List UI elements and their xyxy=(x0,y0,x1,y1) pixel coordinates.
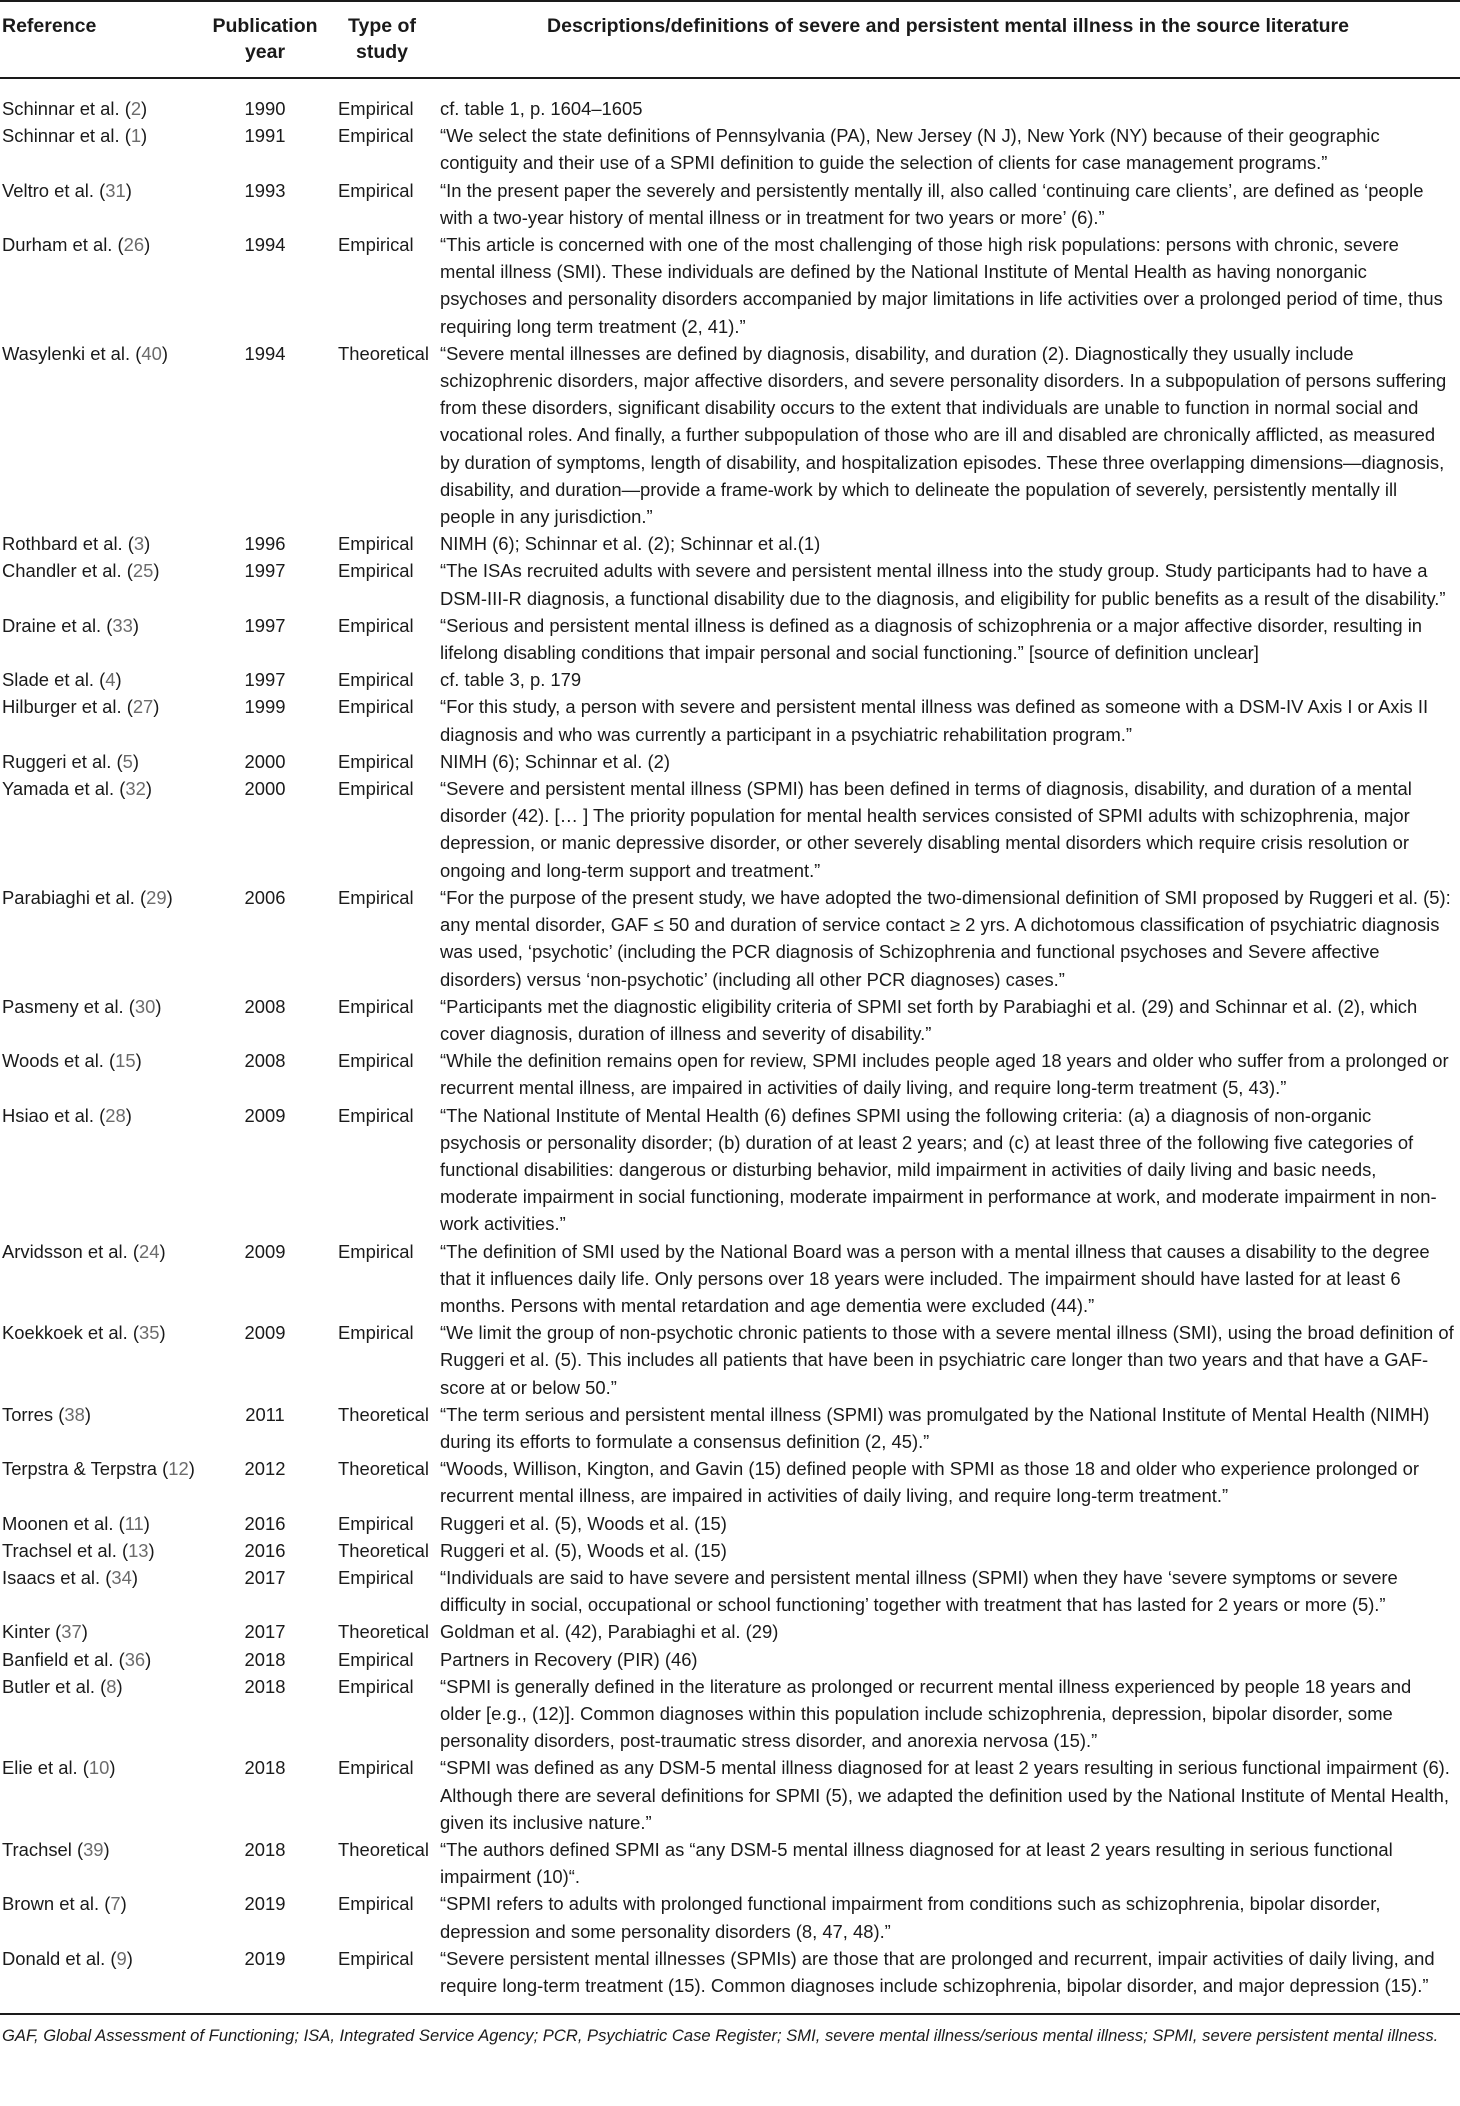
table-row xyxy=(0,1890,1460,1944)
reference-author: Moonen et al. xyxy=(2,1512,114,1534)
cell-description: “In the present paper the severely and persistently mentally ill, also called ‘continuing care clients’, are defined as ‘people with a two-year history of mental illness or in treatment for two years or more’ (6).” xyxy=(440,179,1424,228)
cell-type: Empirical xyxy=(338,778,414,800)
cell-year: 1999 xyxy=(244,696,286,718)
cell-type: Empirical xyxy=(338,1050,414,1072)
cell-description: NIMH (6); Schinnar et al. (2); Schinnar et al.(1) xyxy=(440,533,821,555)
table-row xyxy=(0,1537,1460,1564)
cell-reference: Ruggeri et al. (5) xyxy=(2,750,139,772)
footnote-row xyxy=(0,2014,1460,2049)
cell-type: Empirical xyxy=(338,1893,414,1915)
cell-year: 2019 xyxy=(244,1947,286,1969)
reference-citation: 8 xyxy=(106,1675,117,1697)
reference-citation: 10 xyxy=(88,1757,110,1779)
reference-citation: 4 xyxy=(105,669,116,691)
cell-type: Empirical xyxy=(338,1757,414,1779)
cell-year: 2000 xyxy=(244,778,286,800)
reference-citation: 9 xyxy=(116,1947,127,1969)
cell-type: Empirical xyxy=(338,669,414,691)
reference-author: Schinnar et al. xyxy=(2,125,120,147)
cell-description: “The definition of SMI used by the National Board was a person with a mental illness that causes a disability to the degree that it influences daily life. Only persons over 18 years were included. The impairment should have lasted for at least 6 months. Persons with mental retardation and age dementia were excluded (44).” xyxy=(440,1240,1430,1316)
table-row xyxy=(0,557,1460,611)
cell-type: Theoretical xyxy=(338,1621,429,1643)
cell-year: 2016 xyxy=(244,1539,286,1561)
table-row xyxy=(0,1401,1460,1455)
table-row xyxy=(0,122,1460,176)
cell-year: 1994 xyxy=(244,234,286,256)
table-footer xyxy=(0,2014,1460,2049)
cell-description: “SPMI is generally defined in the literature as prolonged or recurrent mental illness experienced by people 18 years and older [e.g., (12)]. Common diagnoses within this population include schizophrenia, depression, bipolar disorder, some personality disorders, post-traumatic stress disorder, and anorexia nervosa (15).” xyxy=(440,1675,1412,1752)
reference-citation: 36 xyxy=(124,1648,146,1670)
cell-description: “Woods, Willison, Kington, and Gavin (15) defined people with SPMI as those 18 and older who experience prolonged or recurrent mental illness, are impaired in activities of daily living, and require long-term treatment.” xyxy=(440,1458,1420,1507)
cell-type: Theoretical xyxy=(338,1403,429,1425)
table-row xyxy=(0,1754,1460,1836)
table-row xyxy=(0,1618,1460,1645)
cell-reference: Durham et al. (26) xyxy=(2,234,151,256)
cell-type: Empirical xyxy=(338,1322,414,1344)
cell-year: 1993 xyxy=(244,179,286,201)
cell-year: 1996 xyxy=(244,533,286,555)
cell-type: Empirical xyxy=(338,533,414,555)
table-row xyxy=(0,1564,1460,1618)
reference-citation: 38 xyxy=(64,1403,85,1425)
cell-reference: Draine et al. (33) xyxy=(2,614,139,636)
cell-type: Empirical xyxy=(338,1675,414,1697)
cell-year: 2012 xyxy=(244,1458,286,1480)
cell-type: Empirical xyxy=(338,995,414,1017)
reference-author: Elie et al. xyxy=(2,1757,78,1779)
cell-reference: Isaacs et al. (34) xyxy=(2,1566,138,1588)
cell-type: Empirical xyxy=(338,179,414,201)
cell-description: Goldman et al. (42), Parabiaghi et al. (29) xyxy=(440,1621,779,1643)
cell-reference: Torres (38) xyxy=(2,1403,91,1425)
cell-reference: Donald et al. (9) xyxy=(2,1947,133,1969)
cell-type: Empirical xyxy=(338,234,414,256)
reference-citation: 5 xyxy=(122,750,133,772)
reference-citation: 11 xyxy=(124,1512,144,1534)
cell-reference: Veltro et al. (31) xyxy=(2,179,132,201)
cell-description: “Serious and persistent mental illness is defined as a diagnosis of schizophrenia or a major affective disorder, resulting in lifelong disabling conditions that impair personal and social functioning.” [source of definition unclear] xyxy=(440,614,1423,664)
cell-year: 2008 xyxy=(244,995,286,1017)
cell-type: Theoretical xyxy=(338,1839,429,1860)
cell-year: 2019 xyxy=(244,1893,286,1915)
cell-year: 2011 xyxy=(245,1403,285,1425)
cell-description: “We select the state definitions of Pennsylvania (PA), New Jersey (N J), New York (NY) because of their geographic contiguity and their use of a SPMI definition to guide the selection of clients for case management programs.” xyxy=(440,125,1380,174)
table-row xyxy=(0,340,1460,530)
reference-author: Yamada et al. xyxy=(2,778,115,800)
reference-author: Brown et al. xyxy=(2,1893,100,1915)
reference-citation: 1 xyxy=(130,125,142,147)
cell-description: “We limit the group of non-psychotic chronic patients to those with a severe mental illness (SMI), using the broad definition of Ruggeri et al. (5). This includes all patients that have been in psychiatric care longer than two years and that have a GAF-score at or below 50.” xyxy=(440,1322,1454,1398)
reference-author: Arvidsson et al. xyxy=(2,1240,128,1262)
cell-reference: Schinnar et al. (1) xyxy=(2,125,148,147)
footnote: GAF, Global Assessment of Functioning; ISA, Integrated Service Agency; PCR, Psychiatric Case Register; SMI, severe mental illness/serious mental illness; SPMI, severe persistent mental illness. xyxy=(0,2014,1460,2049)
table-row xyxy=(0,1510,1460,1537)
cell-type: Empirical xyxy=(338,1648,414,1670)
table-row xyxy=(0,530,1460,557)
reference-citation: 33 xyxy=(112,614,133,636)
table-body xyxy=(0,78,1460,2014)
reference-citation: 30 xyxy=(134,995,156,1017)
cell-year: 2017 xyxy=(244,1566,286,1588)
cell-reference: Pasmeny et al. (30) xyxy=(2,995,162,1017)
reference-author: Trachsel et al. xyxy=(2,1539,117,1561)
reference-author: Torres xyxy=(2,1403,54,1425)
reference-citation: 34 xyxy=(111,1566,132,1588)
reference-author: Terpstra & Terpstra xyxy=(2,1458,158,1480)
reference-citation: 39 xyxy=(83,1839,104,1860)
reference-author: Isaacs et al. xyxy=(2,1566,101,1588)
cell-description: “This article is concerned with one of the most challenging of those high risk populations: persons with chronic, severe mental illness (SMI). These individuals are defined by the National Institute of Mental Health as having nonorganic psychoses and personality disorders accompanied by major limitations in life activities over a prolonged period of time, thus requiring long term treatment (2, 41).” xyxy=(440,234,1443,337)
header-description: Descriptions/definitions of severe and persistent mental illness in the source literature xyxy=(436,1,1460,78)
cell-type: Empirical xyxy=(338,1240,414,1262)
header-reference: Reference xyxy=(0,1,202,78)
table-row xyxy=(0,993,1460,1047)
cell-type: Empirical xyxy=(338,1512,414,1534)
table-row xyxy=(0,231,1460,340)
cell-reference: Brown et al. (7) xyxy=(2,1893,127,1915)
cell-description: “The term serious and persistent mental illness (SPMI) was promulgated by the National Institute of Mental Health (NIMH) during its efforts to formulate a consensus definition (2, 45).” xyxy=(440,1403,1430,1452)
cell-reference: Rothbard et al. (3) xyxy=(2,533,151,555)
cell-year: 1997 xyxy=(244,614,286,636)
reference-citation: 12 xyxy=(168,1458,189,1480)
cell-description: “Severe persistent mental illnesses (SPMIs) are those that are prolonged and recurrent, impair activities of daily living, and require long-term treatment (15). Common diagnoses include schizophrenia, bipolar disorder, and major depression (15).” xyxy=(440,1947,1435,1997)
header-year: Publication year xyxy=(202,1,328,78)
table-row xyxy=(0,1945,1460,2014)
reference-author: Pasmeny et al. xyxy=(2,995,124,1017)
cell-type: Empirical xyxy=(338,1104,414,1126)
cell-description: NIMH (6); Schinnar et al. (2) xyxy=(440,750,670,772)
cell-reference: Butler et al. (8) xyxy=(2,1675,123,1697)
cell-description: “SPMI was defined as any DSM-5 mental illness diagnosed for at least 2 years resulting in serious functional impairment (6). Although there are several definitions for SPMI (5), we adapted the definition used by the National Institute of Mental Health, given its inclusive nature.” xyxy=(440,1757,1450,1833)
reference-citation: 13 xyxy=(128,1539,149,1561)
cell-description: “SPMI refers to adults with prolonged functional impairment from conditions such as schizophrenia, bipolar disorder, depression and some personality disorders (8, 47, 48).” xyxy=(440,1893,1381,1942)
cell-reference: Koekkoek et al. (35) xyxy=(2,1322,166,1344)
table-row xyxy=(0,1673,1460,1755)
cell-description: “The authors defined SPMI as “any DSM-5 mental illness diagnosed for at least 2 years resulting in serious functional impairment (10)“. xyxy=(440,1839,1393,1888)
reference-citation: 7 xyxy=(110,1893,121,1915)
cell-year: 1990 xyxy=(244,98,286,119)
reference-citation: 37 xyxy=(61,1621,82,1643)
reference-author: Banfield et al. xyxy=(2,1648,114,1670)
header-row xyxy=(0,1,1460,78)
cell-year: 1997 xyxy=(244,669,286,691)
table-row xyxy=(0,612,1460,666)
reference-citation: 15 xyxy=(115,1050,136,1072)
reference-author: Parabiaghi et al. xyxy=(2,886,135,908)
cell-description: “Severe mental illnesses are defined by diagnosis, disability, and duration (2). Diagnostically they usually include schizophrenic disorders, major affective disorders, and severe personality disorders. In a subpopulation of persons suffering from these disorders, significant disability occurs to the extent that individuals are unable to function in normal social and vocational roles. And finally, a further subpopulation of those who are ill and disabled are chronically afflicted, as measured by duration of symptoms, length of disability, and hospitalization episodes. These three overlapping dimensions—diagnosis, disability, and duration—provide a frame-work by which to delineate the population of severely, persistently mentally ill people in any jurisdiction.” xyxy=(440,342,1447,528)
reference-citation: 40 xyxy=(141,342,162,364)
cell-reference: Terpstra & Terpstra (12) xyxy=(2,1458,195,1480)
cell-type: Theoretical xyxy=(338,1539,429,1561)
cell-description: Partners in Recovery (PIR) (46) xyxy=(440,1648,698,1670)
cell-year: 2008 xyxy=(244,1050,286,1072)
cell-description: “The ISAs recruited adults with severe and persistent mental illness into the study group. Study participants had to have a DSM-III-R diagnosis, a functional disability due to the diagnosis, and eligibility for public benefits as a result of the disability.” xyxy=(440,560,1446,609)
cell-description: “While the definition remains open for review, SPMI includes people aged 18 years and older who suffer from a prolonged or recurrent mental illness, are impaired in activities of daily living, and require long-term treatment (5, 43).” xyxy=(440,1050,1449,1099)
cell-description: Ruggeri et al. (5), Woods et al. (15) xyxy=(440,1512,727,1534)
table-row xyxy=(0,1238,1460,1320)
cell-year: 2018 xyxy=(244,1839,286,1860)
cell-type: Empirical xyxy=(338,614,414,636)
reference-author: Schinnar et al. xyxy=(2,98,120,119)
table-row xyxy=(0,177,1460,231)
cell-description: “For this study, a person with severe and persistent mental illness was defined as someone with a DSM-IV Axis I or Axis II diagnosis and who was currently a participant in a psychiatric rehabilitation program.” xyxy=(440,696,1429,745)
cell-type: Theoretical xyxy=(338,342,429,364)
cell-year: 2018 xyxy=(244,1675,286,1697)
table-row xyxy=(0,884,1460,993)
cell-year: 1991 xyxy=(244,125,286,147)
table-header xyxy=(0,1,1460,78)
reference-author: Durham et al. xyxy=(2,234,113,256)
reference-author: Wasylenki et al. xyxy=(2,342,131,364)
cell-year: 2000 xyxy=(244,750,286,772)
cell-description: “Severe and persistent mental illness (SPMI) has been defined in terms of diagnosis, disability, and duration of a mental disorder (42). [… ] The priority population for mental health services consisted of SPMI adults with schizophrenia, major depression, or manic depressive disorder, or other severely disabling mental disorders which require crisis resolution or ongoing and long-term support and treatment.” xyxy=(440,778,1412,881)
reference-author: Woods et al. xyxy=(2,1050,104,1072)
cell-type: Empirical xyxy=(338,886,414,908)
cell-reference: Schinnar et al. (2) xyxy=(2,98,148,119)
cell-year: 2018 xyxy=(244,1757,286,1779)
cell-reference: Parabiaghi et al. (29) xyxy=(2,886,173,908)
reference-author: Trachsel xyxy=(2,1839,72,1860)
reference-author: Kinter xyxy=(2,1621,51,1643)
cell-reference: Yamada et al. (32) xyxy=(2,778,152,800)
cell-year: 2009 xyxy=(244,1240,286,1262)
reference-author: Ruggeri et al. xyxy=(2,750,112,772)
reference-author: Butler et al. xyxy=(2,1675,96,1697)
reference-citation: 29 xyxy=(146,886,167,908)
table-row xyxy=(0,1102,1460,1238)
cell-reference: Kinter (37) xyxy=(2,1621,88,1643)
cell-description: cf. table 3, p. 179 xyxy=(440,669,582,691)
reference-author: Koekkoek et al. xyxy=(2,1322,128,1344)
cell-type: Empirical xyxy=(338,750,414,772)
table-row xyxy=(0,1646,1460,1673)
reference-citation: 27 xyxy=(132,696,154,718)
reference-author: Donald et al. xyxy=(2,1947,106,1969)
cell-type: Empirical xyxy=(338,696,414,718)
reference-author: Hilburger et al. xyxy=(2,696,122,718)
cell-reference: Wasylenki et al. (40) xyxy=(2,342,168,364)
cell-type: Empirical xyxy=(338,125,414,147)
reference-author: Draine et al. xyxy=(2,614,102,636)
cell-description: “For the purpose of the present study, we have adopted the two-dimensional definition of SMI proposed by Ruggeri et al. (5): any mental disorder, GAF ≤ 50 and duration of service contact ≥ 2 yrs. A dichotomous classification of psychiatric diagnosis was used, ‘psychotic’ (including the PCR diagnosis of Schizophrenia and functional psychoses and Severe affective disorders) versus ‘non-psychotic’ (including all other PCR diagnoses) cases.” xyxy=(440,886,1451,990)
reference-citation: 31 xyxy=(105,179,126,201)
cell-reference: Hilburger et al. (27) xyxy=(2,696,160,718)
reference-author: Chandler et al. xyxy=(2,560,122,582)
reference-citation: 35 xyxy=(138,1322,160,1344)
cell-reference: Banfield et al. (36) xyxy=(2,1648,152,1670)
reference-citation: 24 xyxy=(138,1240,160,1262)
cell-description: Ruggeri et al. (5), Woods et al. (15) xyxy=(440,1539,727,1561)
cell-year: 2009 xyxy=(244,1322,286,1344)
cell-reference: Moonen et al. (11) xyxy=(2,1512,150,1534)
cell-description: “Individuals are said to have severe and persistent mental illness (SPMI) when they have ‘severe symptoms or severe difficulty in social, occupational or school functioning’ together with treatment that has lasted for 2 years or more (5).” xyxy=(440,1566,1398,1616)
cell-reference: Arvidsson et al. (24) xyxy=(2,1240,166,1262)
cell-year: 1997 xyxy=(244,560,286,582)
reference-author: Rothbard et al. xyxy=(2,533,123,555)
table-row xyxy=(0,775,1460,884)
cell-reference: Elie et al. (10) xyxy=(2,1757,116,1779)
cell-type: Empirical xyxy=(338,1947,414,1969)
cell-description: “The National Institute of Mental Health (6) defines SPMI using the following criteria: (a) a diagnosis of non-organic psychosis or personality disorder; (b) duration of at least 2 years; and (c) at least three of the following five categories of functional disabilities: dangerous or disturbing behavior, mild impairment in activities of daily living and basic needs, moderate impairment in social functioning, moderate impairment in performance at work, and moderate impairment in non-work activities.” xyxy=(440,1104,1437,1235)
reference-citation: 2 xyxy=(130,98,142,119)
cell-year: 1994 xyxy=(244,342,286,364)
reference-author: Slade et al. xyxy=(2,669,95,691)
cell-type: Theoretical xyxy=(338,1458,429,1480)
cell-reference: Hsiao et al. (28) xyxy=(2,1104,132,1126)
table-row xyxy=(0,693,1460,747)
cell-reference: Woods et al. (15) xyxy=(2,1050,142,1072)
cell-year: 2006 xyxy=(244,886,286,908)
cell-description: “Participants met the diagnostic eligibility criteria of SPMI set forth by Parabiaghi et al. (29) and Schinnar et al. (2), which cover diagnosis, duration of illness and severity of disability.” xyxy=(440,995,1418,1044)
table-row xyxy=(0,1455,1460,1509)
cell-reference: Trachsel (39) xyxy=(2,1839,110,1860)
cell-description: cf. table 1, p. 1604–1605 xyxy=(440,98,643,119)
reference-author: Veltro et al. xyxy=(2,179,95,201)
reference-citation: 3 xyxy=(133,533,145,555)
cell-year: 2018 xyxy=(244,1648,286,1670)
reference-author: Hsiao et al. xyxy=(2,1104,94,1126)
cell-reference: Chandler et al. (25) xyxy=(2,560,160,582)
cell-type: Empirical xyxy=(338,98,414,119)
table-row xyxy=(0,1047,1460,1101)
cell-reference: Trachsel et al. (13) xyxy=(2,1539,155,1561)
cell-reference: Slade et al. (4) xyxy=(2,669,122,691)
header-type: Type of study xyxy=(328,1,436,78)
table-row xyxy=(0,748,1460,775)
cell-type: Empirical xyxy=(338,560,414,582)
table-row xyxy=(0,78,1460,122)
table-row xyxy=(0,1319,1460,1401)
reference-citation: 28 xyxy=(105,1104,126,1126)
cell-year: 2017 xyxy=(244,1621,286,1643)
cell-year: 2016 xyxy=(244,1512,286,1534)
table-row xyxy=(0,1836,1460,1890)
cell-year: 2009 xyxy=(244,1104,286,1126)
table-row xyxy=(0,666,1460,693)
reference-citation: 26 xyxy=(123,234,145,256)
cell-type: Empirical xyxy=(338,1566,414,1588)
reference-citation: 32 xyxy=(125,778,146,800)
reference-citation: 25 xyxy=(132,560,154,582)
